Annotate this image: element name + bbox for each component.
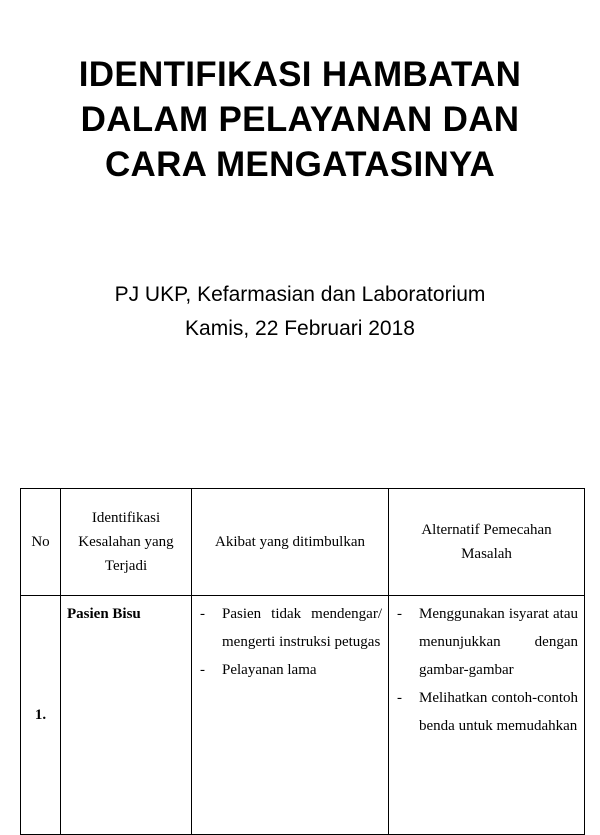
alternatif-list <box>395 600 578 740</box>
header-identifikasi-line: Identifikasi <box>91 510 161 526</box>
hambatan-table <box>20 488 585 835</box>
akibat-list <box>198 600 382 684</box>
row-number: 1. <box>21 596 61 835</box>
list-item: - Menggunakan isyarat atau menunjukkan dengan gambar-gambar <box>395 600 578 684</box>
title-line: DALAM PELAYANAN DAN <box>80 100 520 139</box>
title-line: IDENTIFIKASI HAMBATAN <box>78 55 522 94</box>
header-identifikasi-line: Terjadi <box>104 558 148 574</box>
subtitle-unit: PJ UKP, Kefarmasian dan Laboratorium <box>114 283 486 306</box>
header-alternatif-line: Masalah <box>461 546 512 562</box>
table-header-row <box>21 489 585 596</box>
header-alternatif-line: Alternatif Pemecahan <box>421 522 552 538</box>
header-akibat: Akibat yang ditimbulkan <box>192 489 389 596</box>
subtitle-date: Kamis, 22 Februari 2018 <box>185 317 415 340</box>
header-identifikasi <box>61 489 192 596</box>
title-line: CARA MENGATASINYA <box>104 145 496 184</box>
document-subtitle <box>0 278 600 346</box>
row-akibat <box>192 596 389 835</box>
row-alternatif <box>389 596 585 835</box>
header-identifikasi-line: Kesalahan yang <box>78 534 174 550</box>
row-identifikasi <box>61 596 192 835</box>
table-row <box>21 596 585 835</box>
list-item: - Pelayanan lama <box>198 656 382 684</box>
list-item: - Melihatkan contoh-contoh benda untuk memudahkan <box>395 684 578 740</box>
list-item: - Pasien tidak mendengar/ mengerti instruksi petugas <box>198 600 382 656</box>
header-no: No <box>21 489 61 596</box>
document-title <box>0 52 600 187</box>
identifikasi-text: Pasien Bisu <box>67 606 141 622</box>
header-alternatif <box>389 489 585 596</box>
